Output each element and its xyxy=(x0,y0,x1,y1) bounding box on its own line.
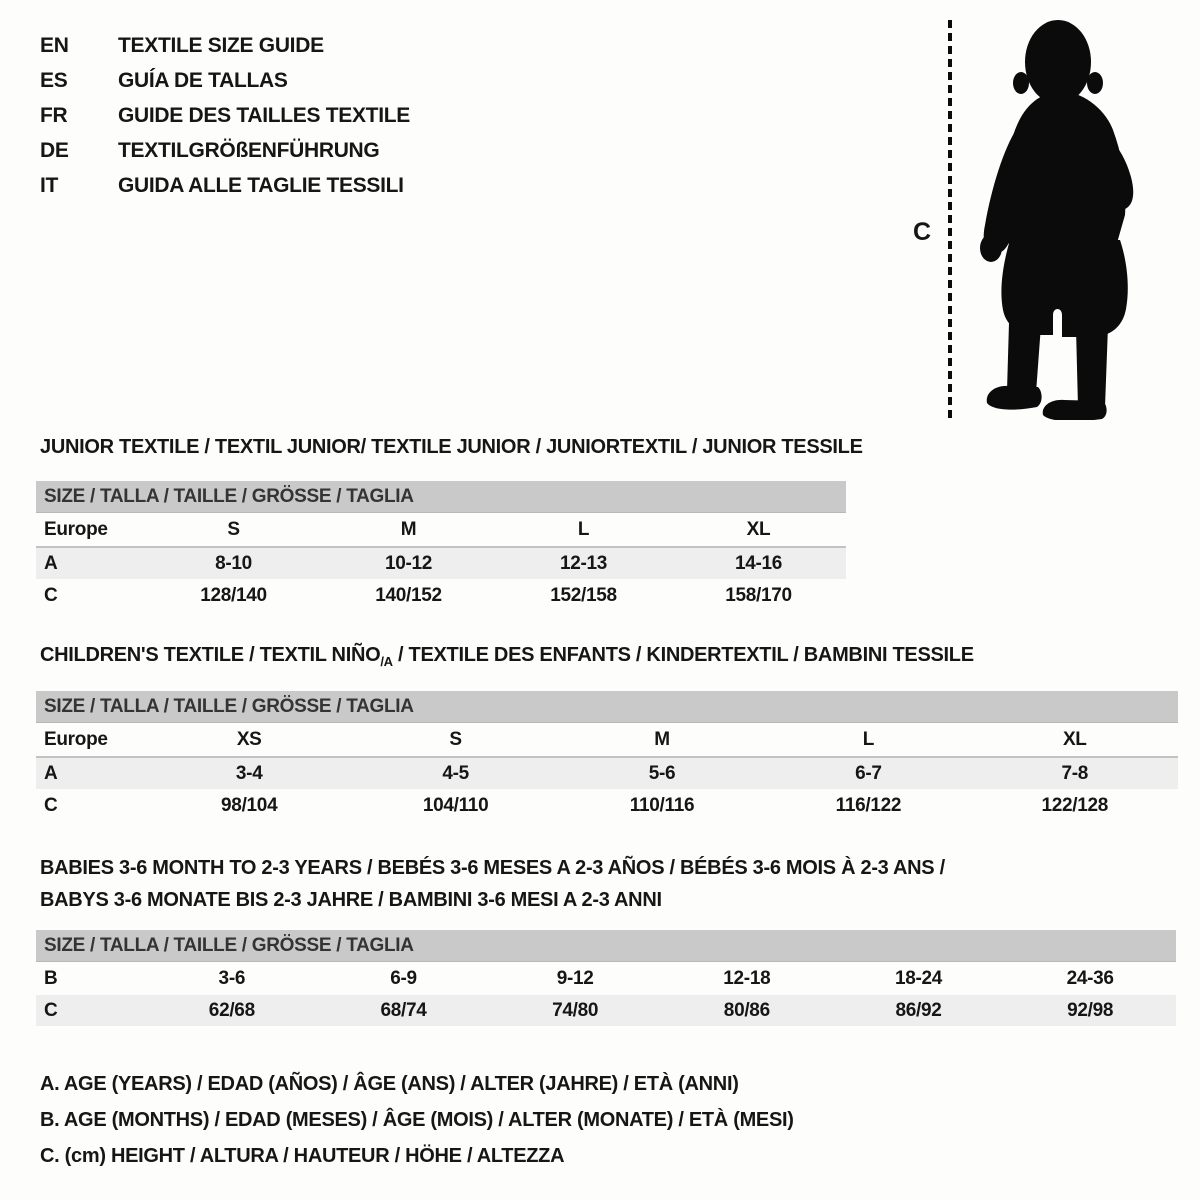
table-row-a xyxy=(36,758,1178,789)
row-label: A xyxy=(44,552,58,574)
cell: 92/98 xyxy=(1067,999,1114,1021)
cell: 18-24 xyxy=(894,967,943,989)
language-title: TEXTILE SIZE GUIDE xyxy=(118,33,324,57)
region-label: Europe xyxy=(44,728,108,750)
cell: 68/74 xyxy=(380,999,427,1021)
row-label: A xyxy=(44,762,58,784)
row-label: C xyxy=(44,584,58,606)
language-row-de xyxy=(40,133,410,168)
size-column-header: M xyxy=(400,518,417,540)
cell: 6-9 xyxy=(390,967,417,989)
title-tail: / TEXTILE DES ENFANTS / KINDERTEXTIL / BAMBINI TESSILE xyxy=(392,644,974,666)
junior-size-bar: SIZE / TALLA / TAILLE / GRÖSSE / TAGLIA xyxy=(36,481,846,513)
cell: 104/110 xyxy=(422,794,489,816)
language-row-it xyxy=(40,168,410,203)
cell: 9-12 xyxy=(556,967,594,989)
cell: 122/128 xyxy=(1041,794,1109,816)
table-row-c xyxy=(36,995,1176,1026)
size-column-header: S xyxy=(449,728,462,750)
height-measure-label: C xyxy=(913,218,932,246)
language-code: IT xyxy=(40,173,59,197)
cell: 6-7 xyxy=(855,762,882,784)
language-code: EN xyxy=(40,33,69,57)
language-title: GUIDE DES TAILLES TEXTILE xyxy=(118,103,410,127)
cell: 158/170 xyxy=(725,584,792,606)
cell: 14-16 xyxy=(734,552,783,574)
language-title: GUIDA ALLE TAGLIE TESSILI xyxy=(118,173,404,197)
language-code: FR xyxy=(40,103,68,127)
children-header-row xyxy=(36,723,1178,756)
cell: 98/104 xyxy=(221,794,278,816)
cell: 8-10 xyxy=(215,552,252,574)
language-row-es xyxy=(40,63,410,98)
cell: 10-12 xyxy=(384,552,433,574)
cell: 140/152 xyxy=(375,584,442,606)
children-section-title xyxy=(40,644,1178,669)
footnote-c: C. (cm) HEIGHT / ALTURA / HAUTEUR / HÖHE / ALTEZZA xyxy=(40,1145,565,1167)
footnote-b: B. AGE (MONTHS) / EDAD (MESES) / ÂGE (MOIS) / ALTER (MONATE) / ETÀ (MESI) xyxy=(40,1109,794,1131)
children-section xyxy=(36,644,1178,822)
cell: 86/92 xyxy=(895,999,942,1021)
cell: 12-13 xyxy=(559,552,608,574)
language-code: ES xyxy=(40,68,68,92)
table-row-b xyxy=(36,962,1176,995)
height-figure xyxy=(905,10,1155,430)
cell: 3-4 xyxy=(235,762,263,784)
size-column-header: M xyxy=(654,728,670,750)
cell: 116/122 xyxy=(835,794,902,816)
junior-section xyxy=(36,436,863,612)
footnote-a: A. AGE (YEARS) / EDAD (AÑOS) / ÂGE (ANS) / ALTER (JAHRE) / ETÀ (ANNI) xyxy=(40,1073,739,1095)
cell: 4-5 xyxy=(442,762,469,784)
junior-header-row xyxy=(36,513,846,546)
cell: 80/86 xyxy=(723,999,770,1021)
size-column-header: S xyxy=(227,518,240,540)
cell: 62/68 xyxy=(208,999,255,1021)
size-column-header: XL xyxy=(746,518,771,540)
table-row-c xyxy=(36,789,1178,822)
language-code: DE xyxy=(40,138,69,162)
region-label: Europe xyxy=(44,518,108,540)
size-column-header: L xyxy=(577,518,590,540)
cell: 110/116 xyxy=(629,794,695,816)
title-main: CHILDREN'S TEXTILE / TEXTIL NIÑO xyxy=(40,644,381,666)
cell: 3-6 xyxy=(218,967,246,989)
children-size-bar: SIZE / TALLA / TAILLE / GRÖSSE / TAGLIA xyxy=(36,691,1178,723)
title-subscript: /A xyxy=(380,654,393,669)
cell: 128/140 xyxy=(200,584,267,606)
babies-size-bar: SIZE / TALLA / TAILLE / GRÖSSE / TAGLIA xyxy=(36,930,1176,962)
cell: 152/158 xyxy=(550,584,617,606)
language-row-en xyxy=(40,28,410,63)
table-row-c xyxy=(36,579,846,612)
babies-section xyxy=(36,852,1176,1026)
table-row-a xyxy=(36,548,846,579)
row-label: C xyxy=(44,794,58,816)
language-title-block xyxy=(40,28,410,203)
cell: 24-36 xyxy=(1066,967,1114,989)
size-column-header: XS xyxy=(236,728,262,750)
cell: 74/80 xyxy=(552,999,599,1021)
row-label: C xyxy=(44,999,58,1021)
language-row-fr xyxy=(40,98,410,133)
footnotes xyxy=(40,1066,794,1174)
junior-section-title: JUNIOR TEXTILE / TEXTIL JUNIOR/ TEXTILE JUNIOR / JUNIORTEXTIL / JUNIOR TESSILE xyxy=(40,436,863,458)
height-measure-line xyxy=(948,20,952,418)
cell: 12-18 xyxy=(723,967,771,989)
cell: 5-6 xyxy=(648,762,676,784)
spacer xyxy=(36,916,1176,930)
row-label: B xyxy=(44,967,58,989)
babies-section-title xyxy=(40,852,1176,916)
language-title: GUÍA DE TALLAS xyxy=(118,68,288,92)
title-line-1: BABIES 3-6 MONTH TO 2-3 YEARS / BEBÉS 3-6 MESES A 2-3 AÑOS / BÉBÉS 3-6 MOIS À 2-3 ANS / xyxy=(40,857,945,879)
title-line-2: BABYS 3-6 MONATE BIS 2-3 JAHRE / BAMBINI 3-6 MESI A 2-3 ANNI xyxy=(40,889,662,911)
cell: 7-8 xyxy=(1061,762,1089,784)
language-title: TEXTILGRÖßENFÜHRUNG xyxy=(118,138,380,162)
size-column-header: L xyxy=(862,728,875,750)
size-column-header: XL xyxy=(1062,728,1087,750)
toddler-silhouette xyxy=(965,15,1140,420)
